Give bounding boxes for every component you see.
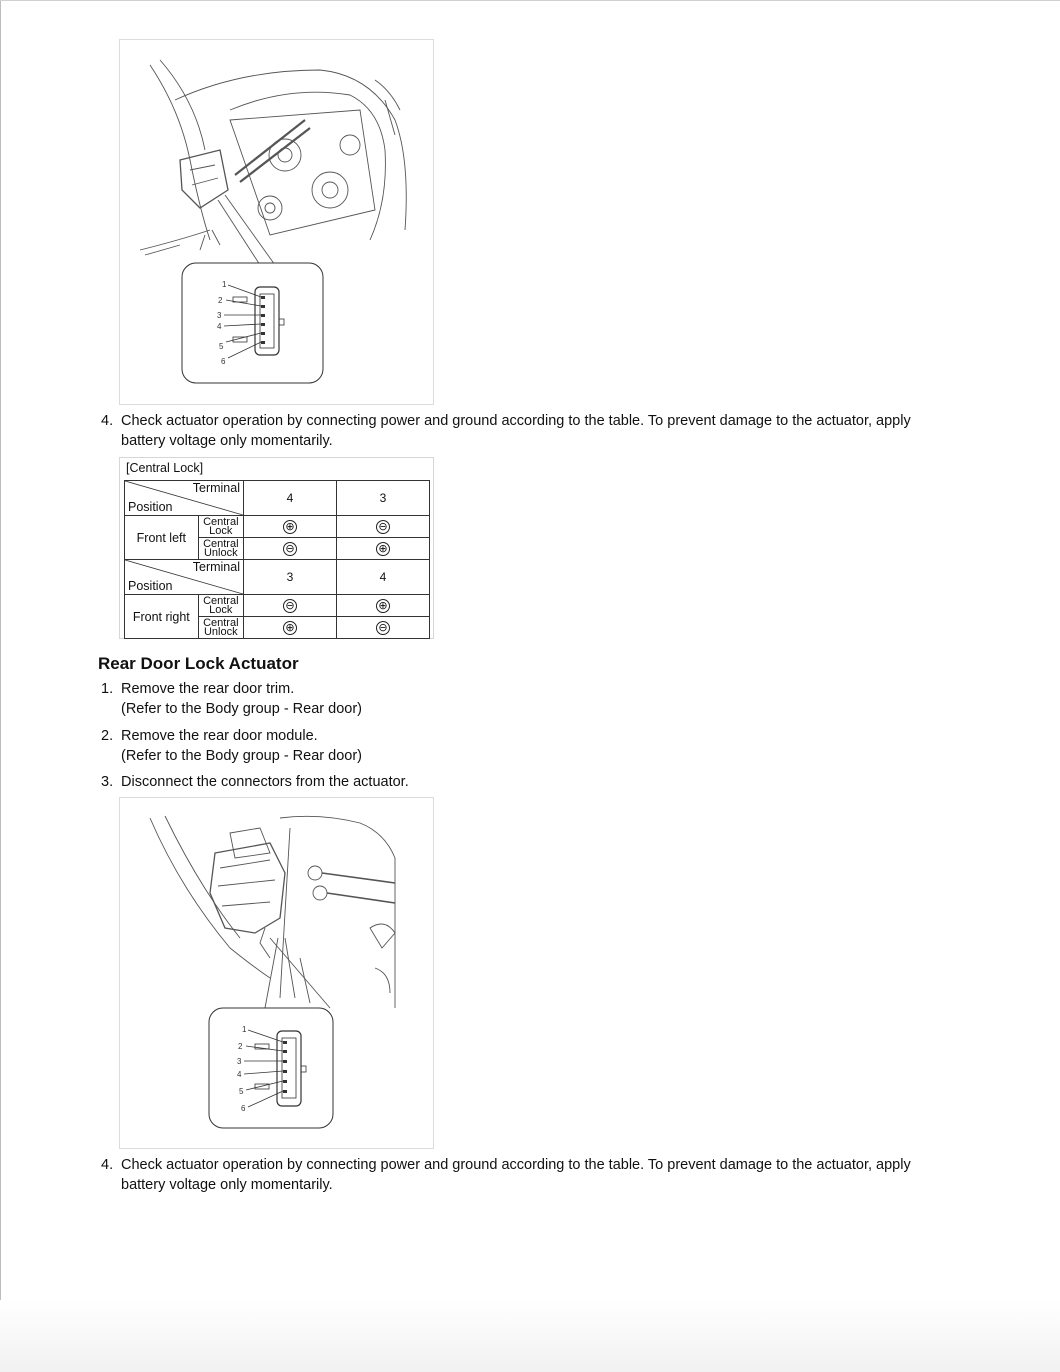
table-cell — [244, 595, 337, 617]
table-cell — [244, 516, 337, 538]
step-text: Check actuator operation by connecting power and ground according to the table. To prevent damage to the actuator, apply — [121, 413, 911, 429]
step-text-continued: battery voltage only momentarily. — [121, 1177, 333, 1193]
page-border-top — [0, 0, 1060, 1]
step-text: Disconnect the connectors from the actuator. — [121, 774, 409, 790]
step-text: Remove the rear door module. — [121, 728, 318, 744]
step-number: 4. — [101, 1157, 114, 1173]
polarity-symbol: ⊖ — [376, 621, 390, 635]
row-label: Central Unlock — [198, 617, 243, 639]
table-cell — [337, 617, 430, 639]
step-text: Remove the rear door trim. — [121, 681, 295, 697]
terminal-label: Terminal — [192, 481, 240, 495]
table-header-cell — [125, 481, 243, 515]
terminal-label: Terminal — [192, 560, 240, 574]
central-lock-table-panel — [119, 457, 434, 639]
step-text: Check actuator operation by connecting power and ground according to the table. To prevent damage to the actuator, apply — [121, 1157, 911, 1173]
rear-step-4 — [101, 1155, 1001, 1195]
table-header-cell — [125, 560, 243, 594]
pin-label: 6 — [221, 357, 226, 366]
pin-label: 5 — [219, 342, 224, 351]
row-label: Central Unlock — [198, 538, 243, 560]
pin-label: 1 — [242, 1025, 247, 1034]
terminal-number: 4 — [244, 481, 337, 516]
pin-label: 2 — [238, 1042, 243, 1051]
pin-label: 1 — [222, 280, 227, 289]
row-label: Central Lock — [198, 516, 243, 538]
rear-door-actuator-figure — [119, 797, 434, 1149]
table-cell — [337, 516, 430, 538]
front-door-actuator-illustration — [120, 40, 433, 404]
polarity-symbol: ⊕ — [376, 599, 390, 613]
table-cell — [337, 538, 430, 560]
pin-label: 4 — [217, 322, 222, 331]
step-number: 4. — [101, 413, 114, 429]
step-number: 1. — [101, 681, 114, 697]
pin-label: 3 — [237, 1057, 242, 1066]
section-heading: Rear Door Lock Actuator — [98, 654, 299, 673]
central-lock-table — [124, 480, 430, 639]
position-label: Position — [128, 500, 173, 514]
pin-label: 2 — [218, 296, 223, 305]
position-label: Position — [128, 579, 173, 593]
polarity-symbol: ⊖ — [283, 599, 297, 613]
table-cell — [244, 538, 337, 560]
step-reference: (Refer to the Body group - Rear door) — [121, 748, 362, 764]
rear-step-2 — [101, 726, 601, 766]
front-step-4 — [101, 411, 1001, 451]
step-reference: (Refer to the Body group - Rear door) — [121, 701, 362, 717]
terminal-number: 4 — [337, 560, 430, 595]
polarity-symbol: ⊖ — [376, 520, 390, 534]
pin-label: 6 — [241, 1104, 246, 1113]
step-text-continued: battery voltage only momentarily. — [121, 433, 333, 449]
table-cell — [337, 595, 430, 617]
step-number: 2. — [101, 728, 114, 744]
polarity-symbol: ⊕ — [376, 542, 390, 556]
table-caption: [Central Lock] — [126, 461, 204, 475]
pin-label: 3 — [217, 311, 222, 320]
terminal-number: 3 — [337, 481, 430, 516]
position-front-right: Front right — [125, 595, 199, 639]
row-label: Central Lock — [198, 595, 243, 617]
rear-step-1 — [101, 679, 601, 719]
step-number: 3. — [101, 774, 114, 790]
pin-label: 4 — [237, 1070, 242, 1079]
table-cell — [244, 617, 337, 639]
rear-step-3 — [101, 772, 601, 792]
position-front-left: Front left — [125, 516, 199, 560]
page-bottom-shade — [0, 1300, 1060, 1372]
polarity-symbol: ⊕ — [283, 621, 297, 635]
front-door-actuator-figure — [119, 39, 434, 405]
rear-door-actuator-illustration — [120, 798, 433, 1148]
page-border — [0, 0, 1, 1372]
polarity-symbol: ⊕ — [283, 520, 297, 534]
pin-label: 5 — [239, 1087, 244, 1096]
polarity-symbol: ⊖ — [283, 542, 297, 556]
terminal-number: 3 — [244, 560, 337, 595]
